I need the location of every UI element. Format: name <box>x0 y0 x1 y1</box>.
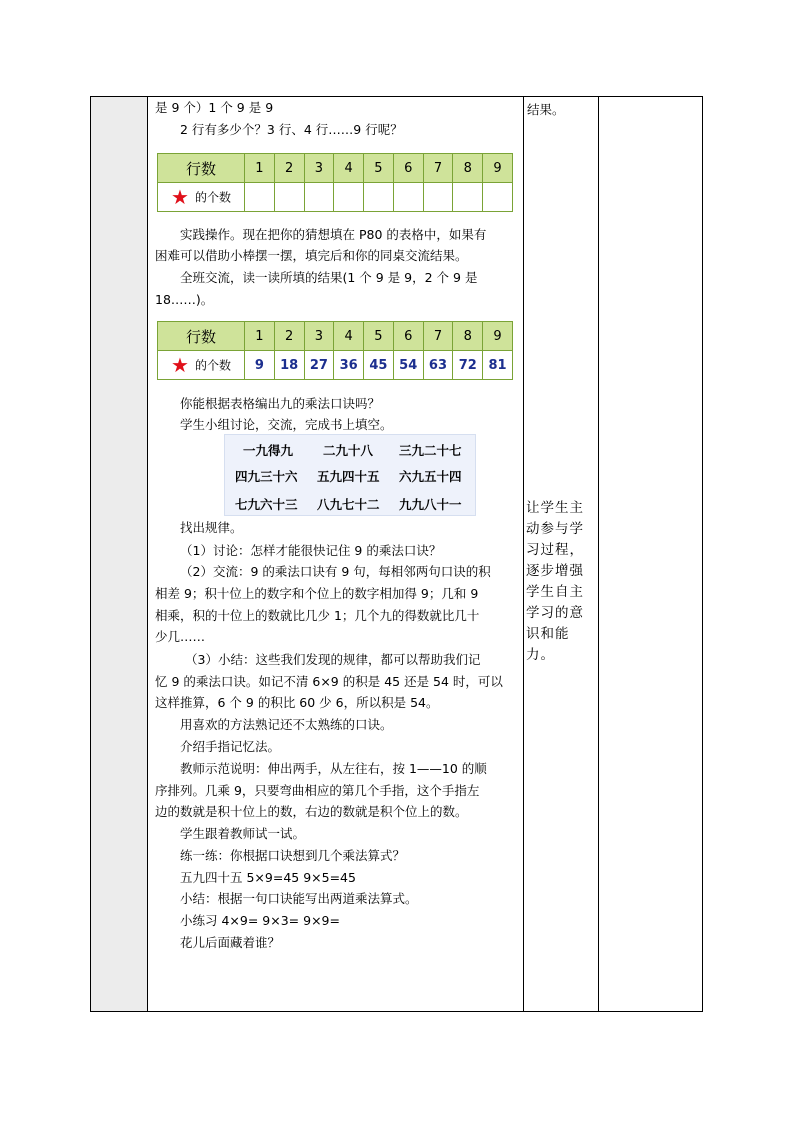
value-cell: 18 <box>274 351 304 380</box>
value-cell <box>274 183 304 212</box>
header-cell: 2 <box>274 154 304 183</box>
header-rows-label: 行数 <box>158 322 245 351</box>
rhyme-item: 六九五十四 <box>399 469 462 484</box>
text-line: 相差 9；积十位上的数字和个位上的数字相加得 9；几和 9 <box>155 586 479 601</box>
text-line: 18……)。 <box>155 292 214 307</box>
text-line: 小练习 4×9= 9×3= 9×9= <box>180 913 340 928</box>
text-line: 实践操作。现在把你的猜想填在 P80 的表格中，如果有 <box>180 227 487 242</box>
rhyme-item: 八九七十二 <box>317 497 380 512</box>
text-line: 找出规律。 <box>180 520 243 535</box>
header-cell: 9 <box>483 154 513 183</box>
value-cell: 54 <box>393 351 423 380</box>
value-cell: 81 <box>483 351 513 380</box>
text-line: 用喜欢的方法熟记还不太熟练的口诀。 <box>180 717 393 732</box>
header-cell: 4 <box>334 154 364 183</box>
value-cell <box>393 183 423 212</box>
rhyme-item: 二九十八 <box>323 443 374 458</box>
rhyme-item: 九九八十一 <box>399 497 462 512</box>
rhyme-item: 三九二十七 <box>399 443 462 458</box>
text-line: 花儿后面藏着谁？ <box>180 935 281 950</box>
header-cell: 1 <box>245 154 275 183</box>
text-line: 这样推算，6 个 9 的积比 60 少 6，所以积是 54。 <box>155 695 439 710</box>
value-cell: 36 <box>334 351 364 380</box>
value-cell: 27 <box>304 351 334 380</box>
text-line: 忆 9 的乘法口诀。如记不清 6×9 的积是 45 还是 54 时，可以 <box>155 674 503 689</box>
rows-table-empty <box>157 153 513 212</box>
text-line: 教师示范说明：伸出两手，从左往右，按 1——10 的顺 <box>180 761 487 776</box>
text-line: 是 9 个）1 个 9 是 9 <box>155 100 274 115</box>
value-cell <box>334 183 364 212</box>
rhyme-item: 一九得九 <box>243 443 294 458</box>
value-cell: 63 <box>423 351 453 380</box>
header-cell: 8 <box>453 322 483 351</box>
rhyme-item: 七九六十三 <box>235 497 298 512</box>
value-cell <box>364 183 394 212</box>
value-cell: 9 <box>245 351 275 380</box>
text-line: 学生小组讨论，交流，完成书上填空。 <box>180 417 393 432</box>
star-icon: ★ <box>171 185 189 209</box>
star-icon: ★ <box>171 353 189 377</box>
text-line: 学生跟着教师试一试。 <box>180 826 306 841</box>
header-cell: 3 <box>304 322 334 351</box>
text-line: 你能根据表格编出九的乘法口诀吗？ <box>180 396 381 411</box>
value-cell <box>245 183 275 212</box>
header-cell: 7 <box>423 154 453 183</box>
rhyme-item: 五九四十五 <box>317 469 380 484</box>
rows-table-filled <box>157 321 513 380</box>
result-text: 结果。 <box>527 102 565 117</box>
text-line: 边的数就是积十位上的数，右边的数就是积个位上的数。 <box>155 804 468 819</box>
header-cell: 6 <box>393 322 423 351</box>
text-line: 相乘，积的十位上的数就比几少 1；几个九的得数就比几十 <box>155 608 480 623</box>
stage-column <box>91 97 148 1011</box>
header-cell: 8 <box>453 154 483 183</box>
text-line: 全班交流，读一读所填的结果(1 个 9 是 9，2 个 9 是 <box>180 270 478 285</box>
row-label-text: 的个数 <box>194 190 231 205</box>
value-cell <box>453 183 483 212</box>
value-cell: 72 <box>453 351 483 380</box>
nine-times-rhyme-box <box>224 434 476 516</box>
value-cell <box>304 183 334 212</box>
rhyme-item: 四九三十六 <box>235 469 298 484</box>
value-cell <box>423 183 453 212</box>
text-line: 困难可以借助小棒摆一摆，填完后和你的同桌交流结果。 <box>155 248 468 263</box>
text-line: 序排列。几乘 9，只要弯曲相应的第几个手指，这个手指左 <box>155 783 480 798</box>
text-line: 少几…… <box>155 629 206 644</box>
text-line: （1）讨论：怎样才能很快记住 9 的乘法口诀？ <box>180 543 442 558</box>
value-cell <box>483 183 513 212</box>
text-line: 2 行有多少个？3 行、4 行……9 行呢？ <box>180 122 403 137</box>
header-rows-label: 行数 <box>158 154 245 183</box>
header-cell: 6 <box>393 154 423 183</box>
text-line: 练一练：你根据口诀想到几个乘法算式？ <box>180 848 406 863</box>
header-cell: 3 <box>304 154 334 183</box>
row-label <box>158 183 245 212</box>
teaching-intent-note: 让学生主动参与学习过程，逐步增强学生自主学习的意识和能力。 <box>526 500 584 663</box>
text-line: 五九四十五 5×9=45 9×5=45 <box>180 870 356 885</box>
header-cell: 5 <box>364 322 394 351</box>
row-label-text: 的个数 <box>194 358 231 373</box>
header-cell: 5 <box>364 154 394 183</box>
text-line: （2）交流：9 的乘法口诀有 9 句，每相邻两句口诀的积 <box>180 564 491 579</box>
value-cell: 45 <box>364 351 394 380</box>
text-line: （3）小结：这些我们发现的规律，都可以帮助我们记 <box>185 652 481 667</box>
text-line: 介绍手指记忆法。 <box>180 739 281 754</box>
header-cell: 7 <box>423 322 453 351</box>
row-label <box>158 351 245 380</box>
header-cell: 9 <box>483 322 513 351</box>
header-cell: 2 <box>274 322 304 351</box>
header-cell: 1 <box>245 322 275 351</box>
header-cell: 4 <box>334 322 364 351</box>
text-line: 小结：根据一句口诀能写出两道乘法算式。 <box>180 891 418 906</box>
